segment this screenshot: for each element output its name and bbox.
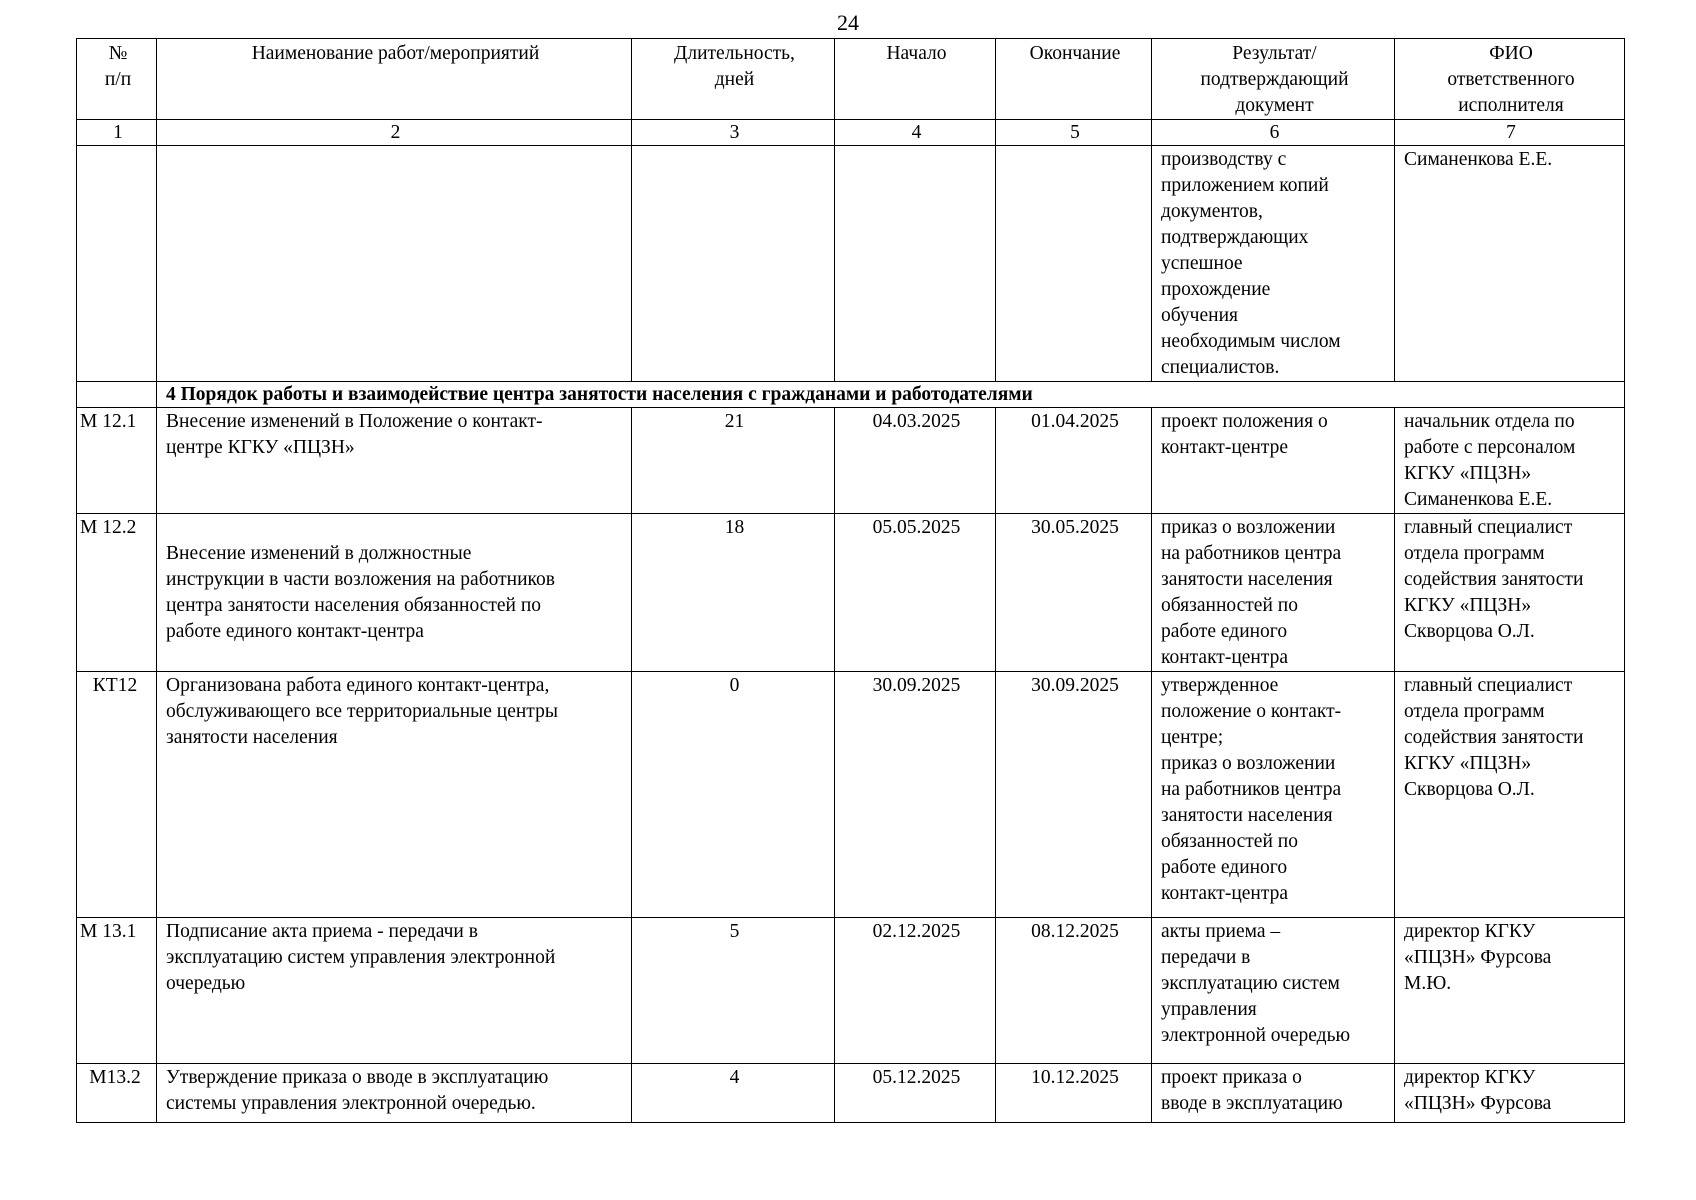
row-start: 02.12.2025 [835, 918, 996, 1064]
row-start: 30.09.2025 [835, 672, 996, 918]
row-responsible: начальник отдела по работе с персоналом КГКУ «ПЦЗН» Симаненкова Е.Е. [1395, 408, 1625, 514]
row-result: акты приема – передачи в эксплуатацию систем управления электронной очередью [1152, 918, 1395, 1064]
header-end: Окончание [996, 39, 1152, 120]
row-name: Внесение изменений в Положение о контакт- центре КГКУ «ПЦЗН» [157, 408, 632, 514]
column-number: 5 [996, 120, 1152, 146]
table-row-continuation [77, 146, 1625, 382]
header-responsible: ФИО ответственного исполнителя [1395, 39, 1625, 120]
row-duration: 18 [632, 514, 835, 672]
row-duration: 0 [632, 672, 835, 918]
row-name [157, 146, 632, 382]
row-number: КТ12 [77, 672, 157, 918]
row-result: утвержденное положение о контакт- центре; приказ о возложении на работников центра занятости населения обязанностей по работе единого контакт-центра [1152, 672, 1395, 918]
header-no: № п/п [77, 39, 157, 120]
row-responsible: директор КГКУ «ПЦЗН» Фурсова [1395, 1064, 1625, 1123]
header-start: Начало [835, 39, 996, 120]
row-end: 01.04.2025 [996, 408, 1152, 514]
row-duration [632, 146, 835, 382]
row-end: 30.05.2025 [996, 514, 1152, 672]
table-row [77, 672, 1625, 918]
section-row [77, 382, 1625, 408]
row-name: Подписание акта приема - передачи в эксплуатацию систем управления электронной очередью [157, 918, 632, 1064]
row-result: проект положения о контакт-центре [1152, 408, 1395, 514]
row-result: производству с приложением копий документов, подтверждающих успешное прохождение обучения необходимым числом специалистов. [1152, 146, 1395, 382]
column-number: 4 [835, 120, 996, 146]
column-number: 3 [632, 120, 835, 146]
section-row-number-cell [77, 382, 157, 408]
table-row [77, 514, 1625, 672]
row-responsible: Симаненкова Е.Е. [1395, 146, 1625, 382]
row-responsible: главный специалист отдела программ содействия занятости КГКУ «ПЦЗН» Скворцова О.Л. [1395, 672, 1625, 918]
row-start [835, 146, 996, 382]
column-number: 6 [1152, 120, 1395, 146]
row-result: проект приказа о вводе в эксплуатацию [1152, 1064, 1395, 1123]
row-end: 08.12.2025 [996, 918, 1152, 1064]
table-row [77, 918, 1625, 1064]
row-name: Внесение изменений в должностные инструкции в части возложения на работников центра занятости населения обязанностей по работе единого контакт-центра [157, 514, 632, 672]
header-name: Наименование работ/мероприятий [157, 39, 632, 120]
row-number: М13.2 [77, 1064, 157, 1123]
row-responsible: главный специалист отдела программ содействия занятости КГКУ «ПЦЗН» Скворцова О.Л. [1395, 514, 1625, 672]
row-responsible: директор КГКУ «ПЦЗН» Фурсова М.Ю. [1395, 918, 1625, 1064]
row-name: Организована работа единого контакт-центра, обслуживающего все территориальные центры занятости населения [157, 672, 632, 918]
row-duration: 5 [632, 918, 835, 1064]
row-result: приказ о возложении на работников центра занятости населения обязанностей по работе единого контакт-центра [1152, 514, 1395, 672]
section-title: 4 Порядок работы и взаимодействие центра занятости населения с гражданами и работодателями [157, 382, 1625, 408]
row-number: М 12.1 [77, 408, 157, 514]
row-duration: 4 [632, 1064, 835, 1123]
row-duration: 21 [632, 408, 835, 514]
header-duration: Длительность, дней [632, 39, 835, 120]
row-number [77, 146, 157, 382]
row-name: Утверждение приказа о вводе в эксплуатацию системы управления электронной очередью. [157, 1064, 632, 1123]
row-end: 10.12.2025 [996, 1064, 1152, 1123]
column-number: 2 [157, 120, 632, 146]
header-row [77, 39, 1625, 120]
table-row [77, 1064, 1625, 1123]
work-plan-table [76, 38, 1625, 1123]
column-number-row [77, 120, 1625, 146]
header-result: Результат/ подтверждающий документ [1152, 39, 1395, 120]
row-number: М 12.2 [77, 514, 157, 672]
row-start: 05.05.2025 [835, 514, 996, 672]
column-number: 7 [1395, 120, 1625, 146]
page-number: 24 [837, 10, 859, 35]
table-row [77, 408, 1625, 514]
row-start: 05.12.2025 [835, 1064, 996, 1123]
row-end: 30.09.2025 [996, 672, 1152, 918]
column-number: 1 [77, 120, 157, 146]
row-end [996, 146, 1152, 382]
row-start: 04.03.2025 [835, 408, 996, 514]
row-number: М 13.1 [77, 918, 157, 1064]
